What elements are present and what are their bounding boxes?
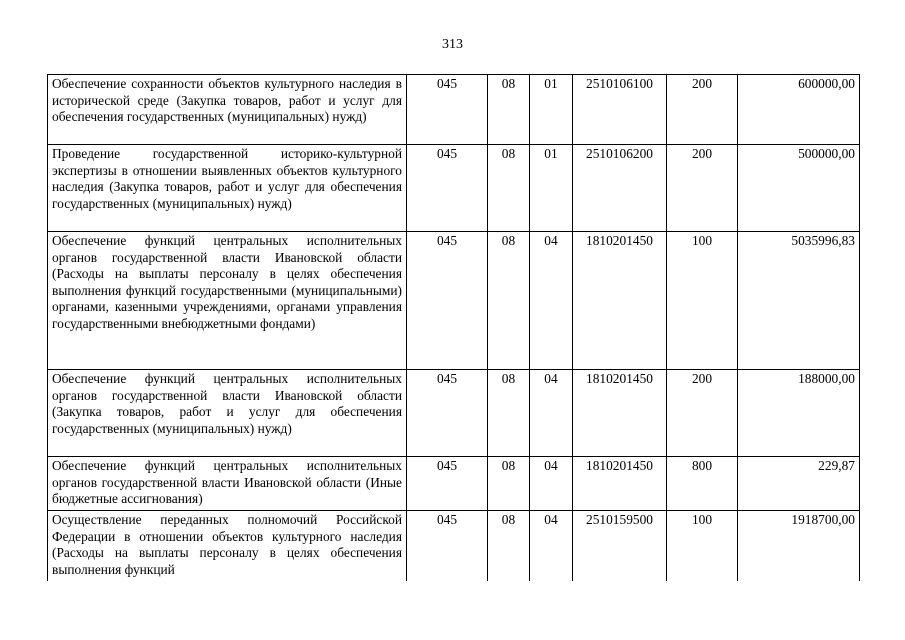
row-name: Проведение государственной историко-культурной экспертизы в отношении выявленных объектов культурного наследия (Закупка товаров, работ и услуг для обеспечения государственных (муниципальных) нужд): [48, 145, 407, 232]
ministry-code: 045: [407, 511, 488, 581]
ministry-code: 045: [407, 75, 488, 145]
section-code: 08: [488, 232, 530, 370]
section-code: 08: [488, 457, 530, 511]
expense-type-code: 800: [667, 457, 738, 511]
target-article-code: 2510106200: [573, 145, 667, 232]
subsection-code: 04: [530, 370, 573, 457]
target-article-code: 1810201450: [573, 370, 667, 457]
page-number: 313: [442, 37, 463, 52]
section-code: 08: [488, 75, 530, 145]
section-code: 08: [488, 370, 530, 457]
subsection-code: 04: [530, 232, 573, 370]
table-row: [48, 232, 860, 370]
row-name: Обеспечение функций центральных исполнительных органов государственной власти Ивановской области (Расходы на выплаты персоналу в целях обеспечения выполнения функций государственными (муниципальными) органами, казенными учреждениями, органами управления государственными внебюджетными фондами): [48, 232, 407, 370]
expense-type-code: 100: [667, 232, 738, 370]
subsection-code: 01: [530, 145, 573, 232]
ministry-code: 045: [407, 232, 488, 370]
amount: 5035996,83: [738, 232, 860, 370]
expense-type-code: 200: [667, 145, 738, 232]
target-article-code: 2510159500: [573, 511, 667, 581]
target-article-code: 1810201450: [573, 457, 667, 511]
amount: 229,87: [738, 457, 860, 511]
table-row: [48, 511, 860, 581]
table-row: [48, 145, 860, 232]
ministry-code: 045: [407, 145, 488, 232]
target-article-code: 1810201450: [573, 232, 667, 370]
subsection-code: 01: [530, 75, 573, 145]
budget-table: [47, 74, 860, 581]
amount: 500000,00: [738, 145, 860, 232]
ministry-code: 045: [407, 370, 488, 457]
row-name: Обеспечение функций центральных исполнительных органов государственной власти Ивановской области (Иные бюджетные ассигнования): [48, 457, 407, 511]
table-row: [48, 370, 860, 457]
amount: 600000,00: [738, 75, 860, 145]
expense-type-code: 200: [667, 75, 738, 145]
row-name: Обеспечение функций центральных исполнительных органов государственной власти Ивановской области (Закупка товаров, работ и услуг для обеспечения государственных (муниципальных) нужд): [48, 370, 407, 457]
subsection-code: 04: [530, 511, 573, 581]
table-row: [48, 457, 860, 511]
table-row: [48, 75, 860, 145]
section-code: 08: [488, 145, 530, 232]
subsection-code: 04: [530, 457, 573, 511]
expense-type-code: 100: [667, 511, 738, 581]
row-name: Обеспечение сохранности объектов культурного наследия в исторической среде (Закупка товаров, работ и услуг для обеспечения государственных (муниципальных) нужд): [48, 75, 407, 145]
row-name: Осуществление переданных полномочий Российской Федерации в отношении объектов культурного наследия (Расходы на выплаты персоналу в целях обеспечения выполнения функций: [48, 511, 407, 581]
amount: 1918700,00: [738, 511, 860, 581]
section-code: 08: [488, 511, 530, 581]
target-article-code: 2510106100: [573, 75, 667, 145]
ministry-code: 045: [407, 457, 488, 511]
expense-type-code: 200: [667, 370, 738, 457]
amount: 188000,00: [738, 370, 860, 457]
